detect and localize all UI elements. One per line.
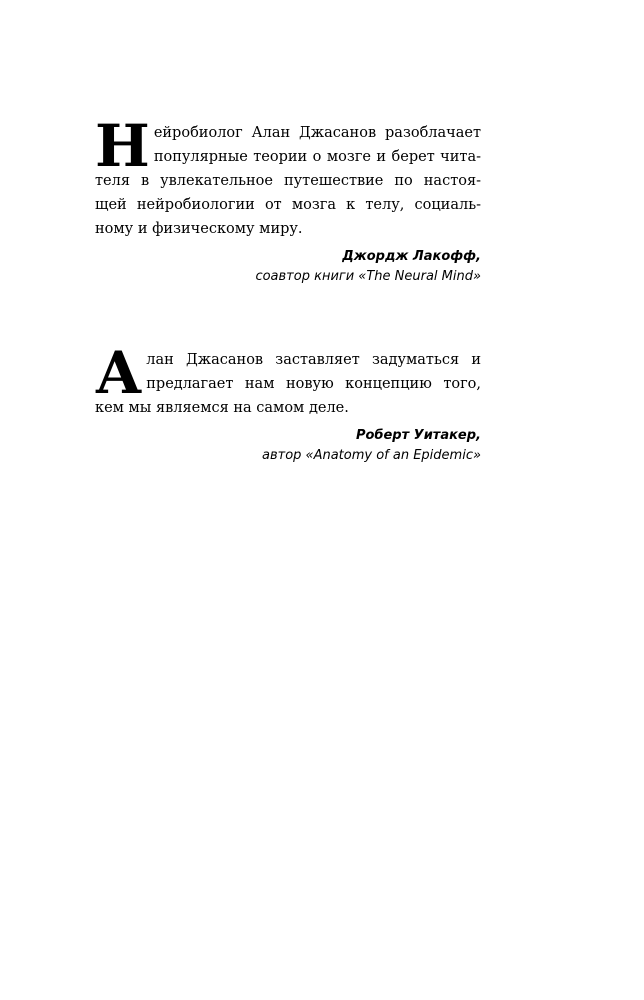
quote-text <box>95 339 481 420</box>
attribution <box>95 426 481 466</box>
quote-line: теля в увлекательное путешествие по настоя- <box>95 173 481 189</box>
quote-line: лан Джасанов заставляет задуматься и <box>146 352 481 368</box>
quote-line: предлагает нам новую концепцию того, <box>146 376 481 392</box>
author-name: Джордж Лакофф, <box>342 249 481 264</box>
author-role: автор «Anatomy of an Epidemic» <box>262 448 481 463</box>
quote-block-whitaker <box>95 339 481 466</box>
author-name: Роберт Уитакер, <box>355 428 481 443</box>
quote-text <box>95 112 481 241</box>
author-role: соавтор книги «The Neural Mind» <box>255 269 481 284</box>
quote-block-lakoff <box>95 112 481 287</box>
drop-cap: А <box>95 339 143 407</box>
attribution <box>95 247 481 287</box>
quote-line: ному и физическому миру. <box>95 221 303 237</box>
drop-cap: Н <box>95 112 150 180</box>
quote-line: ейробиолог Алан Джасанов разоблачает <box>153 125 481 141</box>
quote-line: популярные теории о мозге и берет чита- <box>153 149 481 165</box>
quote-line: щей нейробиологии от мозга к телу, социаль- <box>95 197 481 213</box>
quote-line: кем мы являемся на самом деле. <box>95 400 349 416</box>
